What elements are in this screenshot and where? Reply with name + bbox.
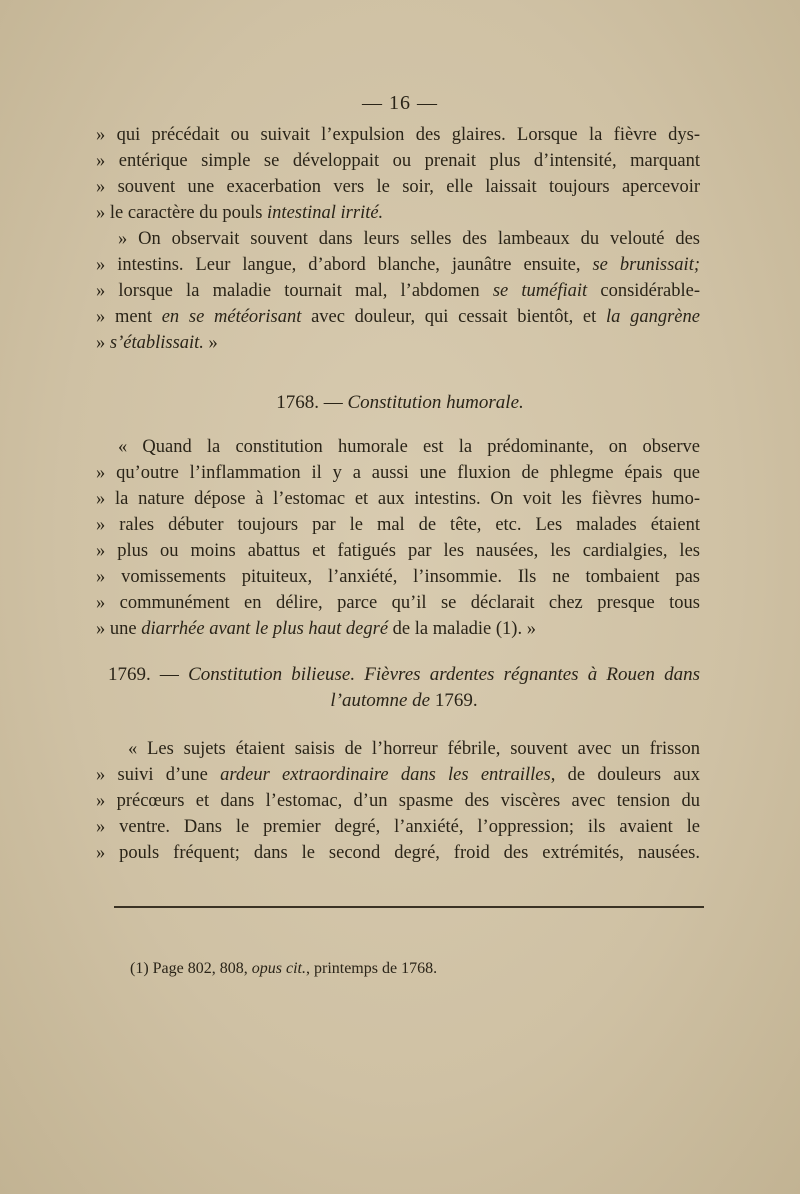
section-heading-1768 — [0, 390, 800, 416]
text-line: » vomissements pituiteux, l’anxiété, l’insommie. Ils ne tombaient pas — [96, 567, 700, 587]
text-run: » lorsque la maladie tournait mal, l’abdomen — [96, 281, 493, 301]
text-line: » souvent une exacerbation vers le soir, elle laissait toujours apercevoir — [96, 177, 700, 197]
text-line: » ventre. Dans le premier degré, l’anxiété, l’oppression; ils avaient le — [96, 817, 700, 837]
text-run: avec douleur, qui cessait bientôt, et — [301, 307, 606, 327]
text-line — [96, 304, 700, 330]
paragraph-humoral — [96, 434, 700, 642]
heading-line — [108, 662, 700, 688]
italic-run: intestinal irrité. — [267, 203, 384, 223]
text-line: » plus ou moins abattus et fatigués par les nausées, les cardialgies, les — [96, 541, 700, 561]
heading-line — [108, 688, 700, 714]
text-line — [96, 762, 700, 788]
text-run: , printemps de 1768. — [305, 960, 438, 977]
paragraph-quote-continuation — [96, 122, 700, 226]
text-line — [96, 330, 700, 356]
text-line — [96, 616, 700, 642]
heading-year: 1769. — [434, 690, 478, 711]
text-run: » une — [96, 619, 142, 639]
italic-run: la gangrène — [606, 307, 700, 327]
text-line: » entérique simple se développait ou prenait plus d’intensité, marquant — [96, 151, 700, 171]
italic-run: diarrhée avant le plus haut degré — [141, 619, 389, 639]
paragraph-bilious — [96, 736, 700, 866]
text-line — [96, 278, 700, 304]
heading-title: Constitution bilieuse. Fièvres ardentes régnantes à Rouen dans — [188, 664, 701, 685]
text-line: « Quand la constitution humorale est la prédominante, on observe — [118, 437, 700, 457]
section-heading-1769 — [108, 662, 700, 714]
text-run: , de douleurs aux — [550, 765, 701, 785]
italic-run: ardeur extraordinaire dans les entrailles — [220, 765, 551, 785]
heading-title: Constitution humorale. — [347, 392, 524, 413]
text-line: » la nature dépose à l’estomac et aux intestins. On voit les fièvres humo- — [96, 489, 700, 509]
text-line: » pouls fréquent; dans le second degré, froid des extrémités, nausées. — [96, 843, 700, 863]
heading-year: 1768. — — [276, 392, 348, 413]
italic-run: s’établissait. — [109, 333, 204, 353]
text-run: » — [203, 333, 218, 353]
text-line: » précœurs et dans l’estomac, d’un spasme des viscères avec tension du — [96, 791, 700, 811]
footnote — [130, 958, 437, 980]
text-run: » ment — [96, 307, 162, 327]
text-line: « Les sujets étaient saisis de l’horreur fébrile, souvent avec un frisson — [128, 739, 700, 759]
text-line: » qui précédait ou suivait l’expulsion des glaires. Lorsque la fièvre dys- — [96, 125, 700, 145]
paragraph-observations — [96, 226, 700, 356]
text-run: (1) Page 802, 808, — [130, 960, 252, 977]
text-line: » qu’outre l’inflammation il y a aussi une fluxion de phlegme épais que — [96, 463, 700, 483]
text-run: » suivi d’une — [96, 765, 221, 785]
text-run: » le caractère du pouls — [96, 203, 268, 223]
italic-run: opus cit. — [251, 960, 306, 977]
text-run: de la maladie (1). » — [388, 619, 536, 639]
text-run: » intestins. Leur langue, d’abord blanche, jaunâtre ensuite, — [96, 255, 593, 275]
text-run: considérable- — [587, 281, 701, 301]
text-line: » rales débuter toujours par le mal de tête, etc. Les malades étaient — [96, 515, 700, 535]
page-number: — 16 — — [362, 92, 438, 114]
italic-run: se tuméfiait — [492, 281, 588, 301]
text-run: » — [96, 333, 110, 353]
footnote-divider — [114, 906, 704, 908]
text-line: » On observait souvent dans leurs selles des lambeaux du velouté des — [118, 229, 700, 249]
heading-year: 1769. — — [108, 664, 189, 685]
heading-title-continued: l’automne de — [330, 690, 435, 711]
text-line — [96, 200, 700, 226]
text-line: » communément en délire, parce qu’il se déclarait chez presque tous — [96, 593, 700, 613]
text-line — [96, 252, 700, 278]
italic-run: en se météorisant — [161, 307, 302, 327]
italic-run: se brunissait; — [592, 255, 700, 275]
